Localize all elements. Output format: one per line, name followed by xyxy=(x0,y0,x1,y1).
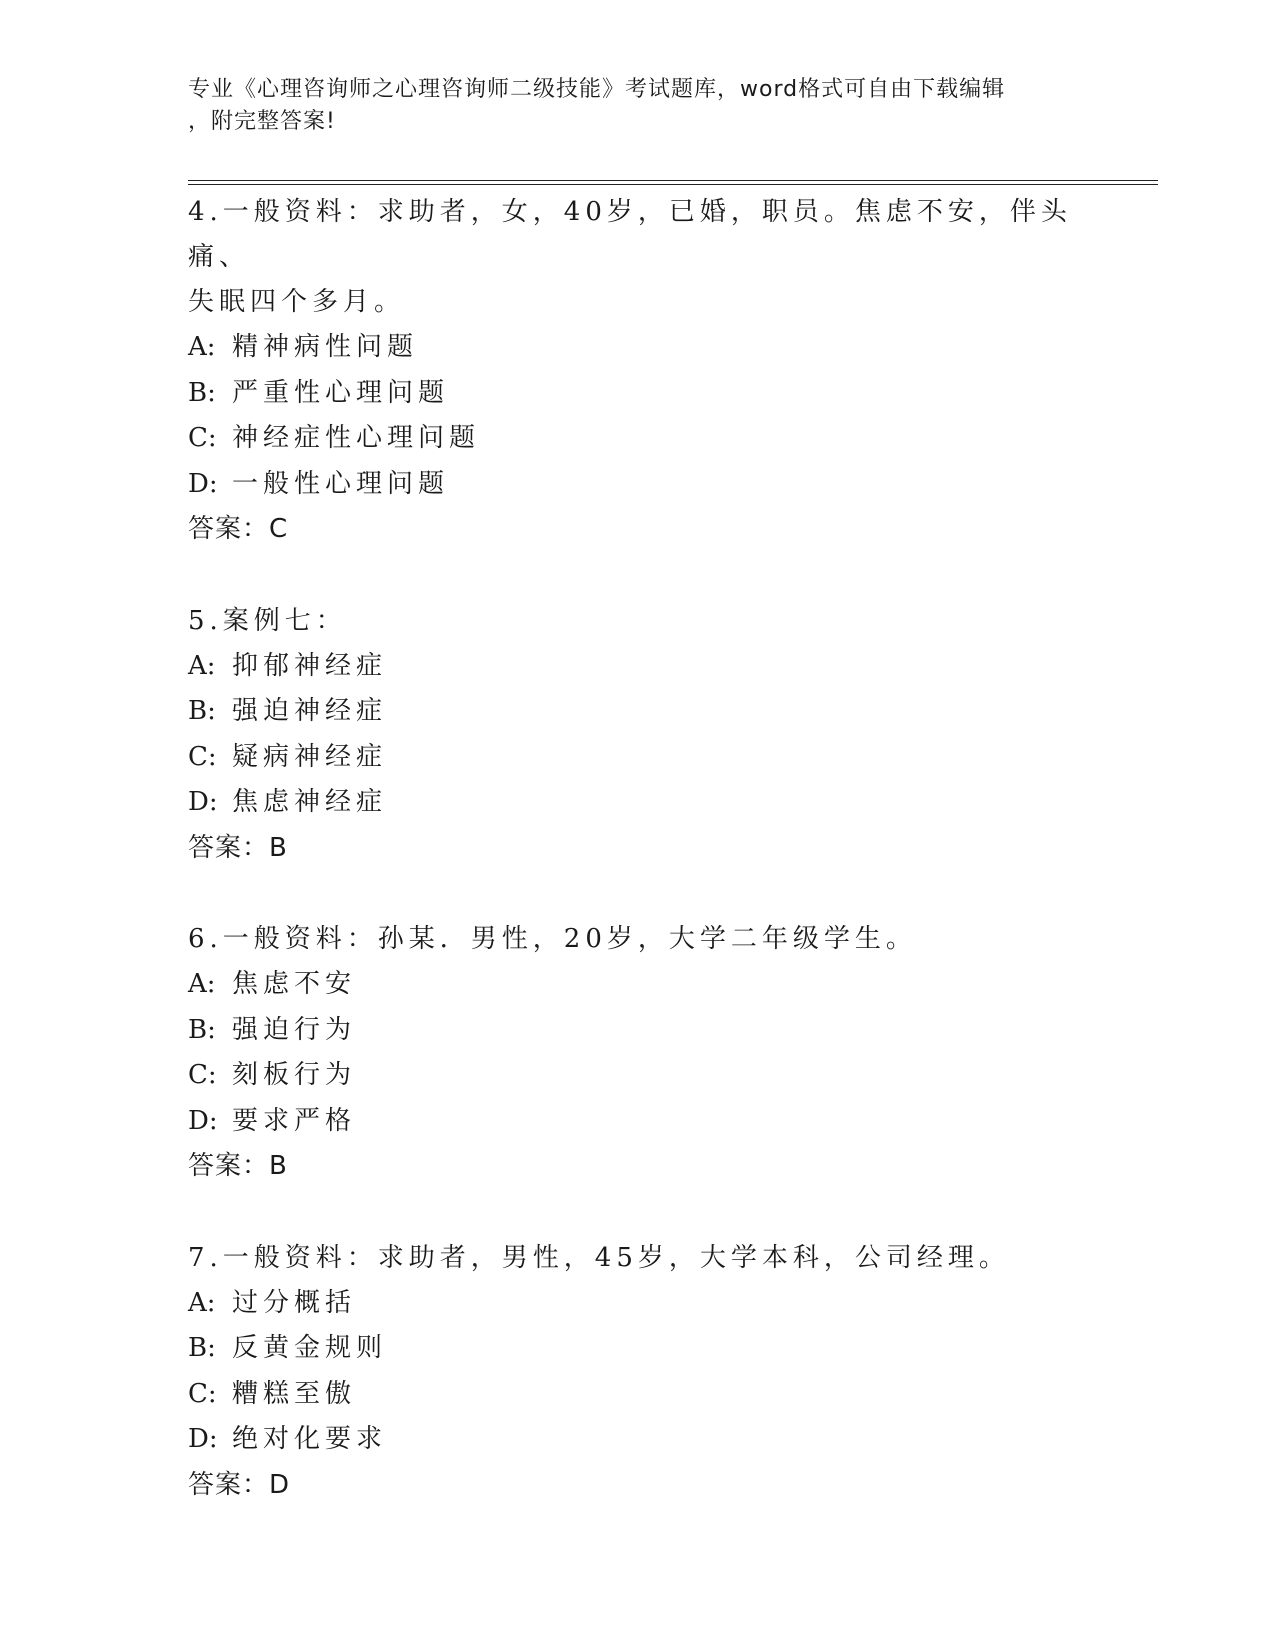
option-text: 焦虑不安 xyxy=(232,969,357,999)
option-text: 疑病神经症 xyxy=(232,741,388,772)
question-stem xyxy=(188,599,1088,644)
header-title-line-2: ，附完整答案! xyxy=(188,109,336,134)
option-text: 强迫神经症 xyxy=(232,696,388,726)
option-b xyxy=(188,371,1088,417)
option-a xyxy=(188,644,1088,690)
option-text: 精神病性问题 xyxy=(232,332,419,362)
question-4 xyxy=(188,190,1088,553)
option-text: 刻板行为 xyxy=(232,1060,357,1090)
header-title-line-1: 专业《心理咨询师之心理咨询师二级技能》考试题库，word格式可自由下载编辑 xyxy=(188,77,1006,102)
option-letter: A: xyxy=(188,1287,216,1318)
option-letter: B: xyxy=(188,1014,216,1045)
option-letter: B: xyxy=(188,696,216,726)
option-d xyxy=(188,1417,1088,1463)
answer-line: 答案：B xyxy=(188,1151,288,1181)
option-text: 反黄金规则 xyxy=(232,1333,388,1363)
question-stem-line-2: 失眠四个多月。 xyxy=(188,287,406,317)
option-a xyxy=(188,962,1088,1008)
question-stem-line-1: 7.一般资料：求助者，男性，45岁，大学本科，公司经理。 xyxy=(188,1242,1010,1273)
option-a xyxy=(188,1281,1088,1327)
option-text: 糟糕至傲 xyxy=(232,1378,357,1409)
question-stem xyxy=(188,917,1088,962)
option-d xyxy=(188,462,1088,508)
option-letter: B: xyxy=(188,1333,216,1363)
question-stem xyxy=(188,1236,1088,1281)
option-b xyxy=(188,1326,1088,1372)
option-letter: D: xyxy=(188,1105,218,1136)
option-letter: C: xyxy=(188,1378,217,1409)
option-c xyxy=(188,1372,1088,1418)
option-text: 要求严格 xyxy=(232,1105,357,1136)
option-letter: C: xyxy=(188,1060,217,1090)
header-divider-top xyxy=(188,180,1158,181)
option-letter: C: xyxy=(188,423,217,453)
option-text: 抑郁神经症 xyxy=(232,650,388,681)
option-d xyxy=(188,1099,1088,1145)
answer-line: 答案：B xyxy=(188,832,288,863)
option-text: 严重性心理问题 xyxy=(232,377,450,408)
option-c xyxy=(188,735,1088,781)
option-letter: A: xyxy=(188,650,216,681)
header-divider-bottom xyxy=(188,184,1158,185)
question-5 xyxy=(188,599,1088,872)
option-letter: C: xyxy=(188,741,217,772)
question-stem xyxy=(188,190,1088,325)
option-b xyxy=(188,1008,1088,1054)
option-b xyxy=(188,689,1088,735)
question-stem-line-1: 4.一般资料：求助者，女，40岁，已婚，职员。焦虑不安，伴头痛、 xyxy=(188,197,1072,272)
option-letter: D: xyxy=(188,468,218,499)
option-c xyxy=(188,416,1088,462)
option-text: 强迫行为 xyxy=(232,1014,357,1045)
question-stem-line-1: 5.案例七： xyxy=(188,605,347,636)
option-letter: A: xyxy=(188,332,216,362)
question-6 xyxy=(188,917,1088,1190)
question-list xyxy=(188,190,1088,1554)
question-stem-line-1: 6.一般资料：孙某．男性，20岁，大学二年级学生。 xyxy=(188,924,917,954)
option-c xyxy=(188,1053,1088,1099)
option-letter: B: xyxy=(188,377,216,408)
option-text: 绝对化要求 xyxy=(232,1424,388,1454)
answer-line: 答案：C xyxy=(188,514,289,544)
option-a xyxy=(188,325,1088,371)
question-7 xyxy=(188,1236,1088,1509)
answer-line: 答案：D xyxy=(188,1469,291,1500)
option-d xyxy=(188,780,1088,826)
option-text: 过分概括 xyxy=(232,1287,357,1318)
option-text: 神经症性心理问题 xyxy=(232,423,481,453)
option-text: 焦虑神经症 xyxy=(232,787,388,817)
document-header xyxy=(188,74,1088,138)
option-letter: D: xyxy=(188,1424,218,1454)
option-letter: D: xyxy=(188,787,218,817)
option-letter: A: xyxy=(188,969,216,999)
option-text: 一般性心理问题 xyxy=(232,468,450,499)
